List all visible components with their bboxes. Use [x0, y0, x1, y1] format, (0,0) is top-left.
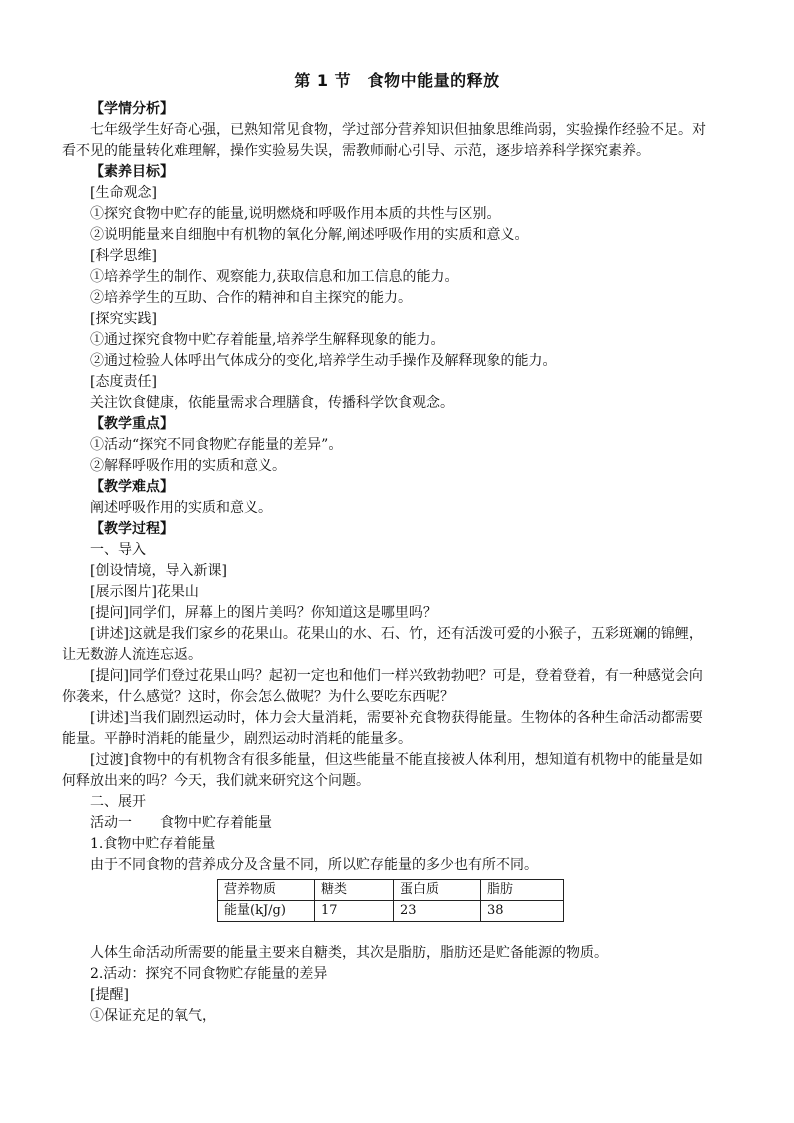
table-header-cell: 糖类	[315, 880, 394, 901]
nandian-item-1: 阐述呼吸作用的实质和意义。	[90, 500, 272, 516]
taidu-item-1: 关注饮食健康，依能量需求合理膳食，传播科学饮食观念。	[90, 395, 454, 411]
table-row	[218, 901, 564, 922]
document-body	[62, 99, 710, 1027]
activity-1-heading: 活动一 食物中贮存着能量	[90, 815, 272, 831]
line-tiwen-1: [提问]同学们，屏幕上的图片美吗？你知道这是哪里吗？	[90, 605, 437, 621]
tixing-label: [提醒]	[90, 987, 129, 1003]
paragraph-jiangshu-2: [讲述]当我们剧烈运动时，体力会大量消耗，需要补充食物获得能量。生物体的各种生命活动都需要能量。平静时消耗的能量少，剧烈运动时消耗的能量多。	[62, 710, 703, 747]
table-header-cell: 营养物质	[218, 880, 315, 901]
table-cell: 能量(kJ/g)	[218, 901, 315, 922]
paragraph-jiangshu-1: [讲述]这就是我们家乡的花果山。花果山的水、石、竹，还有活泼可爱的小猴子，五彩斑斓的锦鲤，让无数游人流连忘返。	[62, 626, 703, 663]
table-header-cell: 蛋白质	[394, 880, 481, 901]
part-heading-zhankai: 二、展开	[90, 794, 146, 810]
zhongdian-item-1: ①活动“探究不同食物贮存能量的差异”。	[90, 437, 343, 453]
label-taidu: [态度责任]	[90, 374, 157, 390]
page-title: 第 1 节 食物中能量的释放	[294, 71, 500, 90]
table-header-row	[218, 880, 564, 901]
zhongdian-item-2: ②解释呼吸作用的实质和意义。	[90, 458, 286, 474]
paragraph-guodu: [过渡]食物中的有机物含有很多能量，但这些能量不能直接被人体利用，想知道有机物中的能量是如何释放出来的吗？今天，我们就来研究这个问题。	[62, 752, 703, 789]
line-zhanshi: [展示图片]花果山	[90, 584, 199, 600]
label-tanjiu: [探究实践]	[90, 311, 157, 327]
table-cell: 17	[315, 901, 394, 922]
subheading-2: 2.活动：探究不同食物贮存能量的差异	[90, 966, 328, 982]
kexue-item-2: ②培养学生的互助、合作的精神和自主探究的能力。	[90, 290, 412, 306]
line-chuangshe: [创设情境，导入新课]	[90, 563, 227, 579]
tanjiu-item-2: ②通过检验人体呼出气体成分的变化,培养学生动手操作及解释现象的能力。	[90, 353, 557, 369]
section-heading-suyang: 【素养目标】	[90, 164, 174, 180]
table-header-cell: 脂肪	[481, 880, 564, 901]
subheading-1: 1.食物中贮存着能量	[90, 836, 216, 852]
shengming-item-1: ①探究食物中贮存的能量,说明燃烧和呼吸作用本质的共性与区别。	[90, 206, 501, 222]
table-cell: 38	[481, 901, 564, 922]
section-heading-zhongdian: 【教学重点】	[90, 416, 174, 432]
after-table-text: 人体生命活动所需要的能量主要来自糖类，其次是脂肪，脂肪还是贮备能源的物质。	[90, 945, 608, 961]
label-shengming: [生命观念]	[90, 185, 157, 201]
xueqing-paragraph: 七年级学生好奇心强，已熟知常见食物，学过部分营养知识但抽象思维尚弱，实验操作经验不足。对看不见的能量转化难理解，操作实验易失误，需教师耐心引导、示范，逐步培养科学探究素养。	[62, 122, 706, 159]
tanjiu-item-1: ①通过探究食物中贮存着能量,培养学生解释现象的能力。	[90, 332, 445, 348]
section-heading-xueqing: 【学情分析】	[90, 101, 174, 117]
section-heading-guocheng: 【教学过程】	[90, 521, 174, 537]
energy-table	[217, 879, 564, 922]
label-kexue: [科学思维]	[90, 248, 157, 264]
subheading-1-text: 由于不同食物的营养成分及含量不同，所以贮存能量的多少也有所不同。	[90, 857, 538, 873]
part-heading-daoru: 一、导入	[90, 542, 146, 558]
shengming-item-2: ②说明能量来自细胞中有机物的氧化分解,阐述呼吸作用的实质和意义。	[90, 227, 529, 243]
tixing-item-1: ①保证充足的氧气，	[90, 1008, 216, 1024]
section-heading-nandian: 【教学难点】	[90, 479, 174, 495]
paragraph-tiwen-2: [提问]同学们登过花果山吗？起初一定也和他们一样兴致勃勃吧？可是，登着登着，有一种感觉会向你袭来，什么感觉？这时，你会怎么做呢？为什么要吃东西呢？	[62, 668, 703, 705]
table-cell: 23	[394, 901, 481, 922]
kexue-item-1: ①培养学生的制作、观察能力,获取信息和加工信息的能力。	[90, 269, 459, 285]
spacer	[90, 922, 710, 943]
